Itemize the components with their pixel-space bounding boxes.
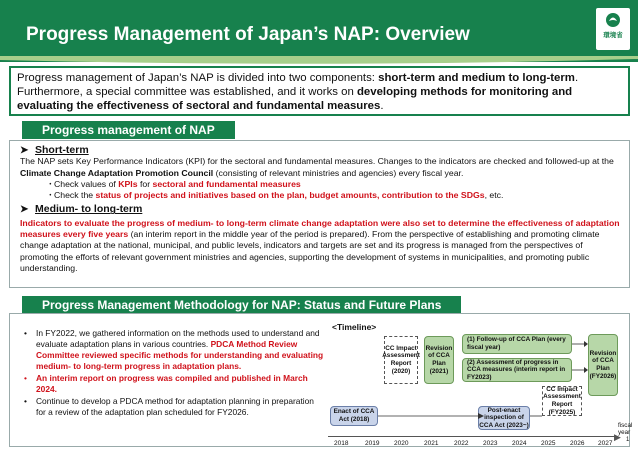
cc-report-2025-box: CC Impact Assessment Report (FY2025): [543, 385, 581, 416]
methodology-box: [9, 313, 633, 447]
post-enact-box: Post-enact inspection of CCA Act (2023~): [479, 406, 529, 429]
assessment-box: (2) Assessment of progress in CCA measures (interim report in FY2023): [462, 358, 572, 382]
medium-term-text: [20, 218, 623, 274]
medium-term-body: (an interim report in the middle year of the period is prepared). From the perspective of establishing and promoting climate change adaptation at the national, municipal, and public levels, indicators and targets are set and its progress is managed from the perspectives of promoting the efforts of relevant government ministries and agencies, supporting the development of systems in municipalities, and promoting public understanding.: [20, 229, 600, 273]
summary-end-1: .: [574, 72, 579, 84]
timeline-title: <Timeline>: [332, 322, 377, 332]
follow-up-box: (1) Follow-up of CCA Plan (every fiscal year): [462, 334, 572, 354]
year-tick: 2024: [512, 440, 527, 447]
council-name: Climate Change Adaptation Promotion Council: [20, 167, 214, 178]
short-term-bullet-1: ・ Check values of KPIs for sectoral and fundamental measures: [46, 178, 301, 189]
nap-progress-box: [9, 140, 630, 288]
year-tick: 2026: [570, 440, 585, 447]
revision-2021-box: Revision of CCA Plan (2021): [424, 336, 454, 384]
timeline-axis: [328, 436, 618, 437]
bullet1-red-2: sectoral and fundamental measures: [152, 178, 301, 189]
assessment-arrowhead: [584, 367, 588, 373]
medium-term-heading: [20, 204, 623, 215]
revision-2026-box: Revision of CCA Plan (FY2026): [588, 334, 618, 396]
arrow-bullet-icon: ➤: [20, 204, 29, 216]
methodology-bullets: [24, 328, 324, 419]
bullet-1-text: In FY2022, we gathered information on the methods used to understand and evaluate adaptation plans in various countries.: [36, 328, 320, 349]
logo-text: 環境省: [603, 32, 623, 39]
summary-end-2: .: [380, 100, 384, 112]
enact-cca-box: Enact of CCA Act (2018): [330, 406, 378, 426]
bullet1-a: Check values of: [54, 178, 119, 189]
summary-box: [9, 66, 630, 116]
bullet-3-text: Continue to develop a PDCA method for adaptation planning in preparation for a review of the adaptation plan scheduled for FY2026.: [36, 396, 314, 417]
summary-text-2: Furthermore, a special committee was established, and it works on: [17, 86, 357, 98]
year-tick: 2022: [454, 440, 469, 447]
year-tick: 2023: [483, 440, 498, 447]
bullet2-a: Check the: [54, 190, 96, 201]
short-term-text: [20, 156, 623, 179]
year-tick: 2020: [394, 440, 409, 447]
axis-arrow-icon: ▶: [614, 432, 621, 442]
timeline-arrows: [328, 322, 628, 446]
section-nap-title: Progress management of NAP: [22, 121, 235, 139]
year-tick: 2027: [598, 440, 613, 447]
ministry-logo: [596, 8, 630, 50]
bullet1-b: for: [137, 178, 153, 189]
medium-term-red: Indicators to evaluate the progress of medium- to long-term climate change adaptation were also set to determine the effectiveness of adaptation measures every five years: [20, 217, 620, 240]
summary-text-1: Progress management of Japan’s NAP is divided into two components:: [17, 72, 379, 84]
year-tick: 2019: [365, 440, 380, 447]
fiscal-year-label: fiscal year: [618, 422, 633, 436]
short-term-text-b: (consisting of relevant ministries and agencies) every fiscal year.: [213, 167, 464, 178]
bullet-1-red: PDCA Method Review Committee reviewed specific methods for understanding and evaluating medium- to long-term progress in adaptation plans.: [36, 339, 324, 371]
bullet2-b: , etc.: [484, 190, 504, 201]
page-number: 1: [626, 437, 630, 443]
bullet1-red-1: KPIs: [118, 178, 138, 189]
year-tick: 2018: [334, 440, 349, 447]
timeline-diagram: [328, 322, 633, 447]
summary-bold-2: developing methods for monitoring and evaluating the effectiveness of sectoral and fundamental measures: [17, 86, 573, 112]
follow-up-arrowhead: [584, 341, 588, 347]
section-methodology-title: Progress Management Methodology for NAP: Status and Future Plans: [22, 296, 461, 314]
arrow-bullet-icon: ➤: [20, 145, 29, 156]
header-swoosh: [0, 56, 638, 66]
leaf-icon: [605, 12, 621, 28]
year-tick: 2025: [541, 440, 556, 447]
methodology-bullet-2: • An interim report on progress was compiled and published in March 2024.: [24, 373, 308, 394]
header-bar: [0, 0, 638, 62]
bullet2-red: status of projects and initiatives based on the plan, budget amounts, contribution to the SDGs: [95, 190, 485, 201]
short-term-label: Short-term: [35, 144, 89, 156]
year-tick: 2021: [424, 440, 439, 447]
medium-term-label: Medium- to long-term: [35, 203, 143, 216]
short-term-bullet-2: ・ Check the status of projects and initiatives based on the plan, budget amounts, contribution to the SDGs, etc.: [46, 190, 504, 201]
summary-bold-1: short-term and medium to long-term: [378, 72, 575, 84]
short-term-heading: [20, 145, 623, 156]
bullet-2-red: An interim report on progress was compiled and published in March 2024.: [36, 373, 308, 394]
page-title: Progress Management of Japan’s NAP: Overview: [26, 24, 470, 45]
short-term-text-a: The NAP sets Key Performance Indicators (KPI) for the sectoral and fundamental measures. Changes to the indicators are checked and followed-up at the: [20, 156, 614, 167]
methodology-bullet-1: • In FY2022, we gathered information on the methods used to understand and evaluate adaptation plans in various countries. PDCA Method Review Committee reviewed specific methods for understanding and evaluating medium- to long-term progress in adaptation plans.: [24, 328, 324, 371]
methodology-bullet-3: • Continue to develop a PDCA method for adaptation planning in preparation for a review of the adaptation plan scheduled for FY2026.: [24, 396, 314, 417]
enact-arrowhead: [478, 413, 484, 419]
cc-report-2020-box: CC Impact Assessment Report (2020): [384, 336, 418, 384]
